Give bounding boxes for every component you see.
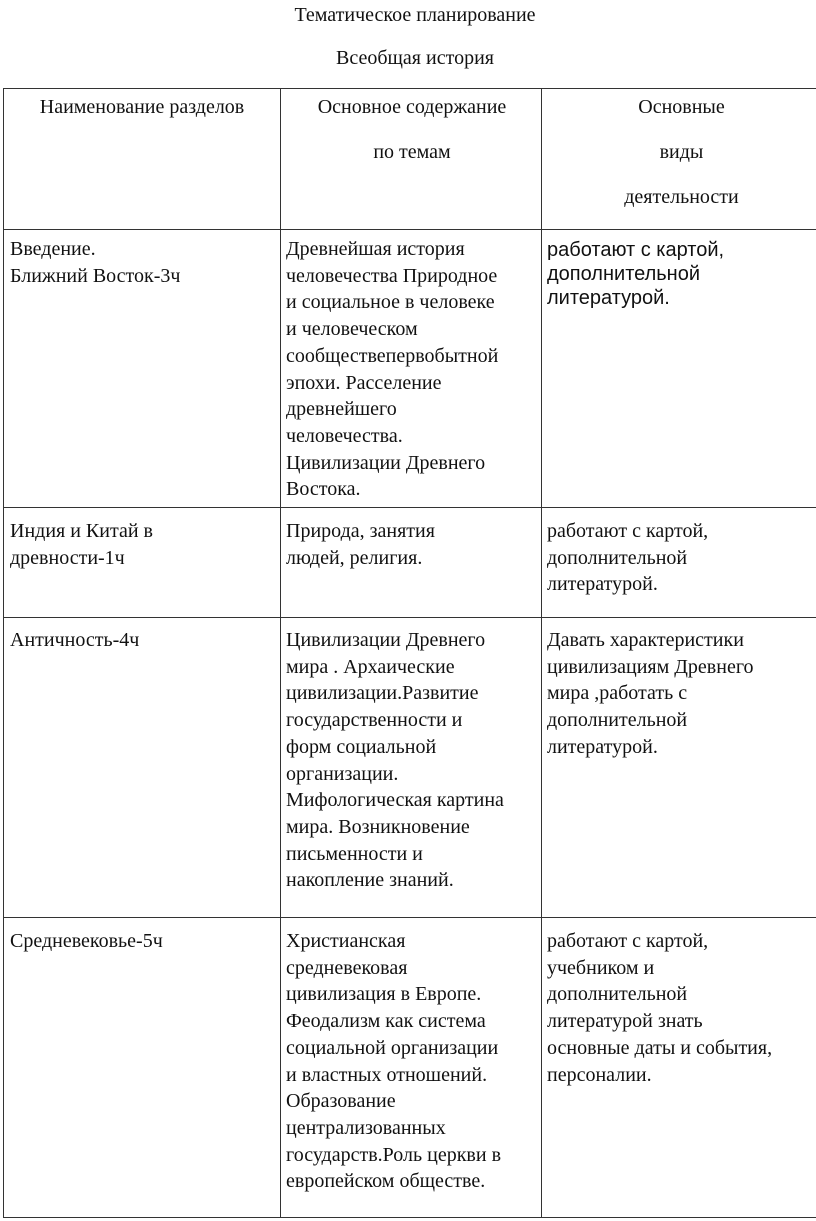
table-row-1-section: Введение. Ближний Восток-3ч [10, 238, 181, 287]
table-row-divider [3, 917, 816, 918]
header-main-content [281, 95, 543, 164]
table-row-4-content: Христианская средневековая цивилизация в Европе. Феодализм как система социальной организации и властных отношений. Образование централизованных государств.Роль церкви в европейском обществе. [286, 930, 502, 1193]
header-col1-text: Наименование разделов [39, 96, 245, 118]
header-col2-line1: Основное содержание [317, 96, 507, 118]
table-row-divider [3, 617, 816, 618]
header-col3-line2: виды [659, 141, 704, 163]
table-row-4-activity: работают с картой, учебником и дополнительной литературой знать основные даты и события, персоналии. [547, 930, 773, 1086]
document-subtitle: Всеобщая история [336, 47, 494, 69]
table-row-4-section: Средневековье-5ч [10, 930, 163, 952]
table-border-top [3, 88, 816, 89]
header-section-name [4, 95, 280, 119]
table-row-divider [3, 229, 816, 230]
table-border-bottom [3, 1217, 816, 1218]
header-col3-line3: деятельности [624, 186, 739, 208]
table-row-1-content: Древнейшая история человечества Природное и социальное в человеке и человеческом сообществепервобытной эпохи. Расселение древнейшего человечества. Цивилизации Древнего Востока. [286, 238, 499, 501]
header-col3-line1: Основные [638, 96, 725, 118]
table-row-1-activity: работают с картой, дополнительной литературой. [547, 239, 725, 309]
table-row-2-activity: работают с картой, дополнительной литературой. [547, 520, 709, 596]
table-row-3-section: Античность-4ч [10, 629, 140, 651]
document-title: Тематическое планирование [294, 4, 536, 26]
table-row-2-content: Природа, занятия людей, религия. [286, 520, 435, 569]
table-row-divider [3, 507, 816, 508]
table-row-3-activity: Давать характеристики цивилизациям Древнего мира ,работать с дополнительной литературой. [547, 629, 754, 758]
table-row-2-section: Индия и Китай в древности-1ч [10, 520, 153, 569]
header-activities [542, 95, 816, 209]
table-column-divider [280, 88, 281, 1218]
table-border-left [3, 88, 4, 1218]
table-row-3-content: Цивилизации Древнего мира . Архаические цивилизации.Развитие государственности и форм социальной организации. Мифологическая картина мира. Возникновение письменности и накопление знаний. [286, 629, 504, 892]
header-col2-line2: по темам [373, 141, 451, 163]
